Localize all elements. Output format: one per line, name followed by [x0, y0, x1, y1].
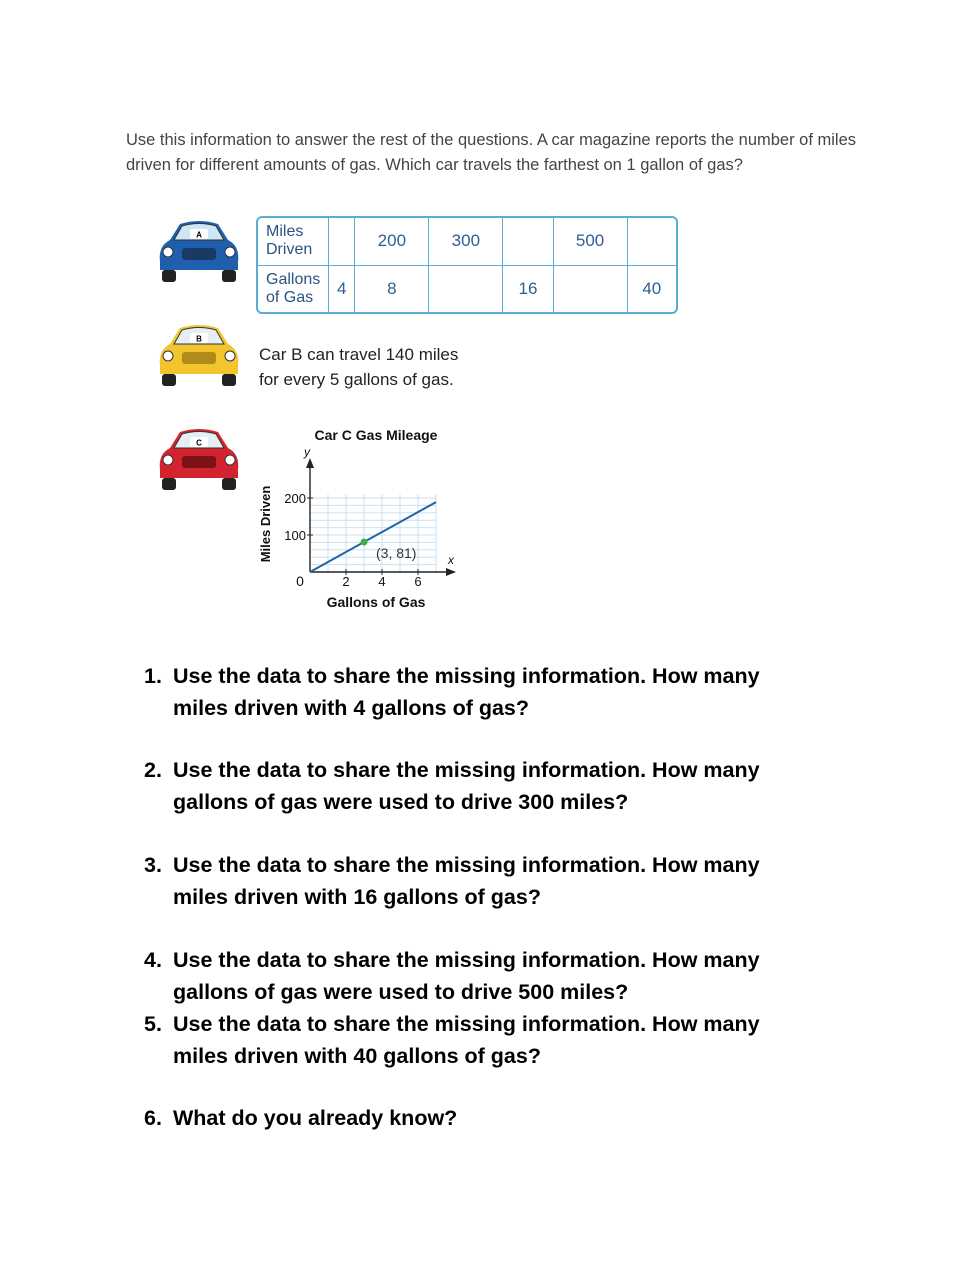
car-b-image: [154, 320, 244, 388]
question-text: Use the data to share the missing information. How many: [173, 664, 760, 688]
car-b-description: [259, 342, 519, 392]
row-header-line: Driven: [266, 241, 313, 259]
car-a-badge: A: [196, 230, 202, 240]
chart-x-letter: x: [448, 553, 454, 567]
question-text: What do you already know?: [173, 1106, 458, 1130]
table-row-miles: [258, 218, 676, 265]
data-point-label: (3, 81): [376, 545, 417, 562]
chart-origin-label: 0: [296, 573, 304, 589]
table-row-gallons: [258, 265, 676, 312]
table-cell: 40: [627, 265, 676, 312]
instructions-text: [126, 128, 926, 178]
instructions-line: Use this information to answer the rest of the questions. A car magazine reports the number of miles: [126, 131, 857, 149]
question-text: miles driven with 16 gallons of gas?: [173, 885, 541, 909]
question-number: 2.: [144, 758, 162, 782]
question-item: [144, 849, 864, 913]
car-a-image: [154, 216, 244, 284]
car-b-line: Car B can travel 140 miles: [259, 345, 459, 364]
x-tick-label: 6: [414, 574, 422, 589]
chart-title: Car C Gas Mileage: [314, 427, 438, 443]
question-text: Use the data to share the missing information. How many: [173, 853, 760, 877]
table-cell: [503, 218, 553, 265]
question-text: gallons of gas were used to drive 300 miles?: [173, 790, 629, 814]
question-text: gallons of gas were used to drive 500 miles?: [173, 980, 629, 1004]
table-cell: 4: [329, 265, 355, 312]
question-number: 4.: [144, 948, 162, 972]
table-cell: [627, 218, 676, 265]
question-item: [144, 660, 864, 724]
car-a-table: [256, 216, 678, 314]
table-cell: 8: [355, 265, 429, 312]
car-c-image: [154, 424, 244, 492]
x-tick-label: 2: [342, 574, 350, 589]
table-cell: 200: [355, 218, 429, 265]
x-axis-arrow: [446, 568, 456, 576]
row-header-line: Miles: [266, 223, 304, 241]
question-item: [144, 1102, 864, 1134]
table-cell: 16: [503, 265, 553, 312]
car-b-line: for every 5 gallons of gas.: [259, 370, 454, 389]
question-text: Use the data to share the missing information. How many: [173, 758, 760, 782]
table-cell: 300: [429, 218, 503, 265]
instructions-line: driven for different amounts of gas. Which car travels the farthest on 1 gallon of gas?: [126, 156, 743, 174]
y-axis-arrow: [306, 458, 314, 468]
row-header-line: of Gas: [266, 288, 314, 306]
row-header-line: Gallons: [266, 270, 321, 288]
question-text: miles driven with 40 gallons of gas?: [173, 1044, 541, 1068]
question-item: [144, 754, 864, 818]
row-header-miles: [258, 218, 329, 265]
question-item: [144, 944, 864, 1008]
question-text: miles driven with 4 gallons of gas?: [173, 696, 530, 720]
car-b-badge: B: [196, 334, 202, 344]
question-number: 6.: [144, 1106, 162, 1130]
table-cell: 500: [553, 218, 627, 265]
question-number: 1.: [144, 664, 162, 688]
question-list: [144, 660, 864, 1134]
chart-grid: [310, 494, 436, 572]
data-point-3-81: [361, 539, 368, 546]
question-number: 3.: [144, 853, 162, 877]
row-header-gallons: [258, 265, 329, 312]
x-tick-label: 4: [378, 574, 386, 589]
table-cell: [553, 265, 627, 312]
y-tick-label: 200: [284, 491, 306, 506]
car-c-mileage-chart: [250, 420, 480, 620]
question-text: Use the data to share the missing information. How many: [173, 1012, 760, 1036]
chart-y-letter: y: [304, 445, 310, 459]
question-item: [144, 1008, 864, 1072]
question-text: Use the data to share the missing information. How many: [173, 948, 760, 972]
chart-x-axis-label: Gallons of Gas: [326, 594, 426, 610]
chart-y-axis-label: Miles Driven: [258, 485, 273, 563]
table-cell: [329, 218, 355, 265]
y-tick-label: 100: [284, 528, 306, 543]
car-c-badge: C: [196, 438, 202, 448]
question-number: 5.: [144, 1012, 162, 1036]
table-cell: [429, 265, 503, 312]
